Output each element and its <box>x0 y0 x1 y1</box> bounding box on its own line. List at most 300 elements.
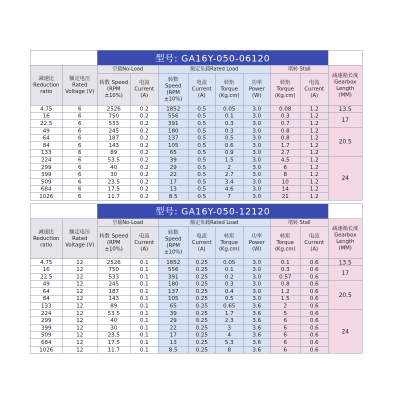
voltage-cell: 6 <box>62 156 97 163</box>
no-load-current-cell: 0.2 <box>130 156 158 163</box>
rated-power-cell: 3.0 <box>243 193 270 200</box>
no-load-speed-header: 转数 Speed (RPM ±10%) <box>97 73 130 105</box>
stall-current-cell: 0.6 <box>300 302 328 309</box>
rated-speed-cell: 8.5 <box>158 346 188 353</box>
rated-speed-cell: 29 <box>158 317 188 324</box>
table-row <box>30 302 362 309</box>
no-load-current-cell: 0.2 <box>130 113 158 120</box>
rated-torque-cell: 0.05 <box>215 259 243 266</box>
rated-speed-cell: 1852 <box>158 259 188 266</box>
gearbox-length-cell: 24 <box>328 156 362 200</box>
ratio-cell: 22.5 <box>30 273 62 280</box>
rated-torque-cell: 0.2 <box>215 273 243 280</box>
no-load-current-cell: 0.1 <box>130 288 158 295</box>
table-row <box>30 295 362 302</box>
voltage-cell: 6 <box>62 113 97 120</box>
rated-power-cell: 3.6 <box>243 346 270 353</box>
no-load-current-cell: 0.2 <box>130 134 158 141</box>
no-load-current-cell: 0.1 <box>130 273 158 280</box>
no-load-speed-cell: 143 <box>97 295 130 302</box>
stall-current-header: 电流 Current (A) <box>300 227 328 259</box>
ratio-cell: 509 <box>30 332 62 339</box>
table-row <box>30 259 362 266</box>
table-row <box>30 317 362 324</box>
rated-torque-cell: 0.6 <box>215 142 243 149</box>
rated-speed-cell: 22 <box>158 171 188 178</box>
rated-torque-header: 转矩 Torque (Kg.cm) <box>215 227 243 259</box>
rated-power-cell: 3.0 <box>243 266 270 273</box>
voltage-cell: 6 <box>62 142 97 149</box>
no-load-current-cell: 0.1 <box>130 281 158 288</box>
voltage-cell: 12 <box>62 317 97 324</box>
rated-speed-header: 转数 Speed (RPM ±10%) <box>158 227 188 259</box>
stall-current-cell: 1.2 <box>300 171 328 178</box>
rated-current-cell: 0.5 <box>188 149 215 156</box>
rated-torque-cell: 0.1 <box>215 266 243 273</box>
rated-power-cell: 3.0 <box>243 178 270 185</box>
gearbox-length-cell: 17 <box>328 113 362 128</box>
rated-current-cell: 0.5 <box>188 113 215 120</box>
rated-speed-cell: 65 <box>158 302 188 309</box>
rated-speed-cell: 180 <box>158 127 188 134</box>
no-load-current-cell: 0.2 <box>130 120 158 127</box>
rated-power-cell: 3.0 <box>243 142 270 149</box>
stall-torque-cell: 1.7 <box>270 142 300 149</box>
ratio-cell: 4.75 <box>30 105 62 112</box>
stall-torque-header: 转矩 Torque (Kg.cm) <box>270 73 300 105</box>
no-load-current-cell: 0.2 <box>130 178 158 185</box>
rated-power-cell: 3.0 <box>243 273 270 280</box>
rated-current-cell: 0.5 <box>188 193 215 200</box>
title-row <box>30 50 362 65</box>
gearbox-length-cell: 13.5 <box>328 259 362 266</box>
no-load-current-cell: 0.1 <box>130 302 158 309</box>
no-load-speed-cell: 143 <box>97 142 130 149</box>
stall-torque-cell: 0.08 <box>270 105 300 112</box>
stall-current-cell: 0.6 <box>300 288 328 295</box>
ratio-cell: 1026 <box>30 346 62 353</box>
stall-torque-cell: 0.7 <box>270 120 300 127</box>
rated-power-header: 功率 Power (W) <box>243 73 270 105</box>
rated-power-cell: 3.0 <box>243 120 270 127</box>
rated-current-cell: 0.25 <box>188 339 215 346</box>
voltage-cell: 6 <box>62 105 97 112</box>
rated-torque-cell: 3 <box>215 324 243 331</box>
ratio-cell: 22.5 <box>30 120 62 127</box>
voltage-cell: 6 <box>62 149 97 156</box>
table-row <box>30 178 362 185</box>
model-title: 型号: GA16Y-050-12120 <box>97 204 328 219</box>
no-load-speed-cell: 53.5 <box>97 310 130 317</box>
rated-speed-cell: 1852 <box>158 105 188 112</box>
no-load-header: 空载No-Load <box>97 65 158 73</box>
ratio-cell: 4.75 <box>30 259 62 266</box>
stall-torque-cell: 0.8 <box>270 134 300 141</box>
rated-load-header: 额定负载Rated Load <box>158 219 270 227</box>
rated-speed-cell: 13 <box>158 339 188 346</box>
rated-speed-cell: 17 <box>158 178 188 185</box>
ratio-header: 减速比Reduction ratio <box>30 219 62 259</box>
table-row <box>30 332 362 339</box>
rated-power-header: 功率 Power (W) <box>243 227 270 259</box>
no-load-speed-cell: 750 <box>97 113 130 120</box>
stall-torque-cell: 6 <box>270 339 300 346</box>
rated-power-cell: 3.0 <box>243 164 270 171</box>
table-row <box>30 105 362 112</box>
voltage-header: 额定电压Rated Voltage (V) <box>62 219 97 259</box>
rated-speed-cell: 39 <box>158 156 188 163</box>
rated-power-cell: 3.6 <box>243 339 270 346</box>
voltage-cell: 12 <box>62 295 97 302</box>
table-row <box>30 346 362 353</box>
no-load-speed-cell: 17.5 <box>97 186 130 193</box>
rated-load-header: 额定负载Rated Load <box>158 65 270 73</box>
rated-current-cell: 0.5 <box>188 186 215 193</box>
stall-torque-cell: 6 <box>270 332 300 339</box>
voltage-header: 额定电压Rated Voltage (V) <box>62 65 97 105</box>
rated-current-cell: 0.25 <box>188 302 215 309</box>
rated-torque-cell: 0.3 <box>215 127 243 134</box>
stall-torque-cell: 8 <box>270 171 300 178</box>
no-load-speed-cell: 245 <box>97 127 130 134</box>
no-load-speed-cell: 89 <box>97 149 130 156</box>
rated-torque-cell: 4.6 <box>215 186 243 193</box>
no-load-speed-cell: 2526 <box>97 259 130 266</box>
stall-current-cell: 0.6 <box>300 332 328 339</box>
rated-power-cell: 3.0 <box>243 295 270 302</box>
rated-current-cell: 0.25 <box>188 288 215 295</box>
no-load-speed-cell: 533 <box>97 120 130 127</box>
rated-torque-header: 转矩 Torque (Kg.cm) <box>215 73 243 105</box>
no-load-speed-cell: 187 <box>97 288 130 295</box>
table-row <box>30 310 362 317</box>
rated-speed-cell: 391 <box>158 273 188 280</box>
no-load-speed-cell: 11.7 <box>97 346 130 353</box>
no-load-current-cell: 0.1 <box>130 339 158 346</box>
rated-torque-cell: 0.4 <box>215 288 243 295</box>
no-load-speed-cell: 187 <box>97 134 130 141</box>
rated-power-cell: 3.6 <box>243 302 270 309</box>
table-row <box>30 113 362 120</box>
rated-speed-cell: 391 <box>158 120 188 127</box>
stall-torque-cell: 1.5 <box>270 295 300 302</box>
no-load-current-cell: 0.1 <box>130 317 158 324</box>
gearbox-length-cell: 20.5 <box>328 127 362 156</box>
blank-cell <box>30 204 97 219</box>
rated-current-cell: 0.25 <box>188 346 215 353</box>
rated-power-cell: 3.6 <box>243 324 270 331</box>
gearbox-length-cell: 20.5 <box>328 281 362 310</box>
rated-power-cell: 3.0 <box>243 149 270 156</box>
voltage-cell: 12 <box>62 310 97 317</box>
ratio-cell: 49 <box>30 127 62 134</box>
stall-current-cell: 1.2 <box>300 164 328 171</box>
stall-torque-header: 转矩 Torque (Kg.cm) <box>270 227 300 259</box>
stall-torque-cell: 6 <box>270 164 300 171</box>
rated-current-header: 电流 Current (A) <box>188 227 215 259</box>
rated-speed-cell: 137 <box>158 288 188 295</box>
rated-current-cell: 0.5 <box>188 178 215 185</box>
spec-sheet <box>30 50 362 354</box>
no-load-speed-cell: 245 <box>97 281 130 288</box>
table-row <box>30 273 362 280</box>
no-load-current-cell: 0.2 <box>130 171 158 178</box>
no-load-speed-cell: 40 <box>97 317 130 324</box>
table-row <box>30 324 362 331</box>
rated-current-cell: 0.5 <box>188 120 215 127</box>
ratio-cell: 84 <box>30 142 62 149</box>
voltage-cell: 6 <box>62 120 97 127</box>
stall-torque-cell: 21 <box>270 193 300 200</box>
no-load-speed-header: 转数 Speed (RPM ±10%) <box>97 227 130 259</box>
no-load-current-cell: 0.1 <box>130 324 158 331</box>
rated-torque-cell: 1.5 <box>215 156 243 163</box>
no-load-current-cell: 0.2 <box>130 142 158 149</box>
table-row <box>30 134 362 141</box>
voltage-cell: 12 <box>62 273 97 280</box>
rated-torque-cell: 7 <box>215 193 243 200</box>
stall-current-cell: 0.6 <box>300 266 328 273</box>
table-row <box>30 171 362 178</box>
stall-current-cell: 1.2 <box>300 186 328 193</box>
no-load-speed-cell: 750 <box>97 266 130 273</box>
stall-header: 堵转 Stall <box>270 219 328 227</box>
no-load-speed-cell: 17.5 <box>97 339 130 346</box>
model-title: 型号: GA16Y-050-06120 <box>97 50 328 65</box>
ratio-cell: 224 <box>30 310 62 317</box>
table-row <box>30 288 362 295</box>
table-row <box>30 164 362 171</box>
stall-current-cell: 1.2 <box>300 178 328 185</box>
no-load-current-header: 电流 Current (A) <box>130 227 158 259</box>
stall-current-cell: 1.2 <box>300 156 328 163</box>
stall-torque-cell: 14 <box>270 186 300 193</box>
rated-current-cell: 0.25 <box>188 281 215 288</box>
voltage-cell: 12 <box>62 332 97 339</box>
stall-header: 堵转 Stall <box>270 65 328 73</box>
no-load-current-cell: 0.1 <box>130 346 158 353</box>
rated-current-header: 电流 Current (A) <box>188 73 215 105</box>
no-load-current-cell: 0.1 <box>130 310 158 317</box>
rated-power-cell: 3.0 <box>243 186 270 193</box>
no-load-speed-cell: 30 <box>97 171 130 178</box>
spec-table <box>30 203 363 353</box>
gearbox-length-cell: 17 <box>328 266 362 281</box>
ratio-header: 减速比Reduction ratio <box>30 65 62 105</box>
ratio-cell: 16 <box>30 266 62 273</box>
table-row <box>30 281 362 288</box>
rated-current-cell: 0.5 <box>188 156 215 163</box>
ratio-cell: 64 <box>30 134 62 141</box>
stall-torque-cell: 6 <box>270 324 300 331</box>
voltage-cell: 12 <box>62 281 97 288</box>
rated-current-cell: 0.25 <box>188 266 215 273</box>
no-load-speed-cell: 23.5 <box>97 332 130 339</box>
rated-torque-cell: 0.1 <box>215 113 243 120</box>
rated-speed-cell: 105 <box>158 142 188 149</box>
stall-current-cell: 0.6 <box>300 310 328 317</box>
stall-current-cell: 1.2 <box>300 127 328 134</box>
blank-cell <box>328 50 362 65</box>
voltage-cell: 12 <box>62 288 97 295</box>
ratio-cell: 133 <box>30 149 62 156</box>
rated-current-cell: 0.25 <box>188 273 215 280</box>
rated-power-cell: 3.6 <box>243 317 270 324</box>
no-load-speed-cell: 40 <box>97 164 130 171</box>
ratio-cell: 299 <box>30 164 62 171</box>
no-load-current-cell: 0.1 <box>130 332 158 339</box>
ratio-cell: 224 <box>30 156 62 163</box>
ratio-cell: 299 <box>30 317 62 324</box>
no-load-speed-cell: 11.7 <box>97 193 130 200</box>
table-row <box>30 193 362 200</box>
no-load-speed-cell: 2526 <box>97 105 130 112</box>
no-load-current-cell: 0.1 <box>130 295 158 302</box>
rated-current-cell: 0.5 <box>188 142 215 149</box>
stall-current-cell: 1.2 <box>300 142 328 149</box>
rated-current-cell: 0.5 <box>188 171 215 178</box>
rated-speed-cell: 556 <box>158 113 188 120</box>
no-load-current-cell: 0.2 <box>130 149 158 156</box>
no-load-current-cell: 0.2 <box>130 193 158 200</box>
rated-torque-cell: 0.3 <box>215 281 243 288</box>
no-load-current-cell: 0.2 <box>130 186 158 193</box>
rated-power-cell: 3.6 <box>243 310 270 317</box>
rated-current-cell: 0.25 <box>188 310 215 317</box>
table-row <box>30 149 362 156</box>
stall-current-cell: 0.6 <box>300 295 328 302</box>
table-row <box>30 266 362 273</box>
rated-power-cell: 3.0 <box>243 134 270 141</box>
ratio-cell: 684 <box>30 186 62 193</box>
stall-current-cell: 0.6 <box>300 317 328 324</box>
rated-power-cell: 3.0 <box>243 127 270 134</box>
rated-torque-cell: 0.9 <box>215 149 243 156</box>
voltage-cell: 12 <box>62 346 97 353</box>
stall-torque-cell: 5 <box>270 310 300 317</box>
stall-torque-cell: 0.8 <box>270 127 300 134</box>
no-load-speed-cell: 533 <box>97 273 130 280</box>
rated-current-cell: 0.5 <box>188 134 215 141</box>
stall-torque-cell: 0.3 <box>270 113 300 120</box>
blank-cell <box>30 50 97 65</box>
ratio-cell: 133 <box>30 302 62 309</box>
no-load-current-cell: 0.1 <box>130 259 158 266</box>
stall-current-cell: 0.6 <box>300 281 328 288</box>
rated-torque-cell: 5.3 <box>215 339 243 346</box>
stall-current-cell: 0.6 <box>300 273 328 280</box>
rated-power-cell: 3.0 <box>243 288 270 295</box>
rated-torque-cell: 8 <box>215 346 243 353</box>
rated-torque-cell: 3.4 <box>215 178 243 185</box>
stall-torque-cell: 10 <box>270 178 300 185</box>
rated-power-cell: 3.0 <box>243 113 270 120</box>
ratio-cell: 399 <box>30 171 62 178</box>
voltage-cell: 12 <box>62 339 97 346</box>
table-row <box>30 127 362 134</box>
voltage-cell: 6 <box>62 193 97 200</box>
stall-current-cell: 1.2 <box>300 105 328 112</box>
title-row <box>30 204 362 219</box>
no-load-speed-cell: 53.5 <box>97 156 130 163</box>
voltage-cell: 6 <box>62 134 97 141</box>
gearbox-length-cell: 13.5 <box>328 105 362 112</box>
ratio-cell: 1026 <box>30 193 62 200</box>
voltage-cell: 6 <box>62 127 97 134</box>
ratio-cell: 509 <box>30 178 62 185</box>
rated-torque-cell: 0.5 <box>215 134 243 141</box>
rated-torque-cell: 4 <box>215 332 243 339</box>
rated-speed-cell: 17 <box>158 332 188 339</box>
gearbox-length-cell: 24 <box>328 310 362 354</box>
rated-power-cell: 3.0 <box>243 156 270 163</box>
stall-current-cell: 0.6 <box>300 339 328 346</box>
spec-table <box>30 50 363 200</box>
rated-torque-cell: 2 <box>215 164 243 171</box>
stall-current-cell: 1.2 <box>300 120 328 127</box>
voltage-cell: 6 <box>62 164 97 171</box>
table-row <box>30 339 362 346</box>
header-group-row <box>30 219 362 227</box>
rated-speed-cell: 29 <box>158 164 188 171</box>
rated-power-cell: 3.0 <box>243 171 270 178</box>
no-load-speed-cell: 30 <box>97 324 130 331</box>
rated-torque-cell: 1.7 <box>215 310 243 317</box>
stall-current-header: 电流 Current (A) <box>300 73 328 105</box>
voltage-cell: 12 <box>62 266 97 273</box>
voltage-cell: 12 <box>62 259 97 266</box>
rated-power-cell: 3.0 <box>243 259 270 266</box>
header-group-row <box>30 65 362 73</box>
stall-torque-cell: 1.2 <box>270 288 300 295</box>
rated-torque-cell: 0.3 <box>215 120 243 127</box>
no-load-current-cell: 0.2 <box>130 127 158 134</box>
stall-current-cell: 0.6 <box>300 324 328 331</box>
stall-torque-cell: 4.5 <box>270 156 300 163</box>
voltage-cell: 6 <box>62 171 97 178</box>
stall-current-cell: 1.2 <box>300 149 328 156</box>
stall-torque-cell: 0.3 <box>270 266 300 273</box>
table-row <box>30 186 362 193</box>
rated-speed-cell: 556 <box>158 266 188 273</box>
rated-power-cell: 3.6 <box>243 332 270 339</box>
rated-speed-cell: 137 <box>158 134 188 141</box>
rated-speed-cell: 65 <box>158 149 188 156</box>
stall-current-cell: 0.6 <box>300 259 328 266</box>
ratio-cell: 49 <box>30 281 62 288</box>
rated-current-cell: 0.25 <box>188 295 215 302</box>
no-load-current-cell: 0.1 <box>130 266 158 273</box>
voltage-cell: 12 <box>62 302 97 309</box>
ratio-cell: 84 <box>30 295 62 302</box>
ratio-cell: 684 <box>30 339 62 346</box>
rated-power-cell: 3.0 <box>243 105 270 112</box>
rated-speed-cell: 13 <box>158 186 188 193</box>
stall-current-cell: 1.2 <box>300 134 328 141</box>
rated-current-cell: 0.25 <box>188 324 215 331</box>
rated-speed-cell: 8.5 <box>158 193 188 200</box>
ratio-cell: 16 <box>30 113 62 120</box>
no-load-current-cell: 0.2 <box>130 105 158 112</box>
no-load-current-header: 电流 Current (A) <box>130 73 158 105</box>
rated-speed-cell: 22 <box>158 324 188 331</box>
rated-torque-cell: 0.65 <box>215 302 243 309</box>
rated-current-cell: 0.5 <box>188 164 215 171</box>
no-load-current-cell: 0.2 <box>130 164 158 171</box>
rated-current-cell: 0.25 <box>188 317 215 324</box>
table-row <box>30 156 362 163</box>
rated-torque-cell: 2.3 <box>215 317 243 324</box>
